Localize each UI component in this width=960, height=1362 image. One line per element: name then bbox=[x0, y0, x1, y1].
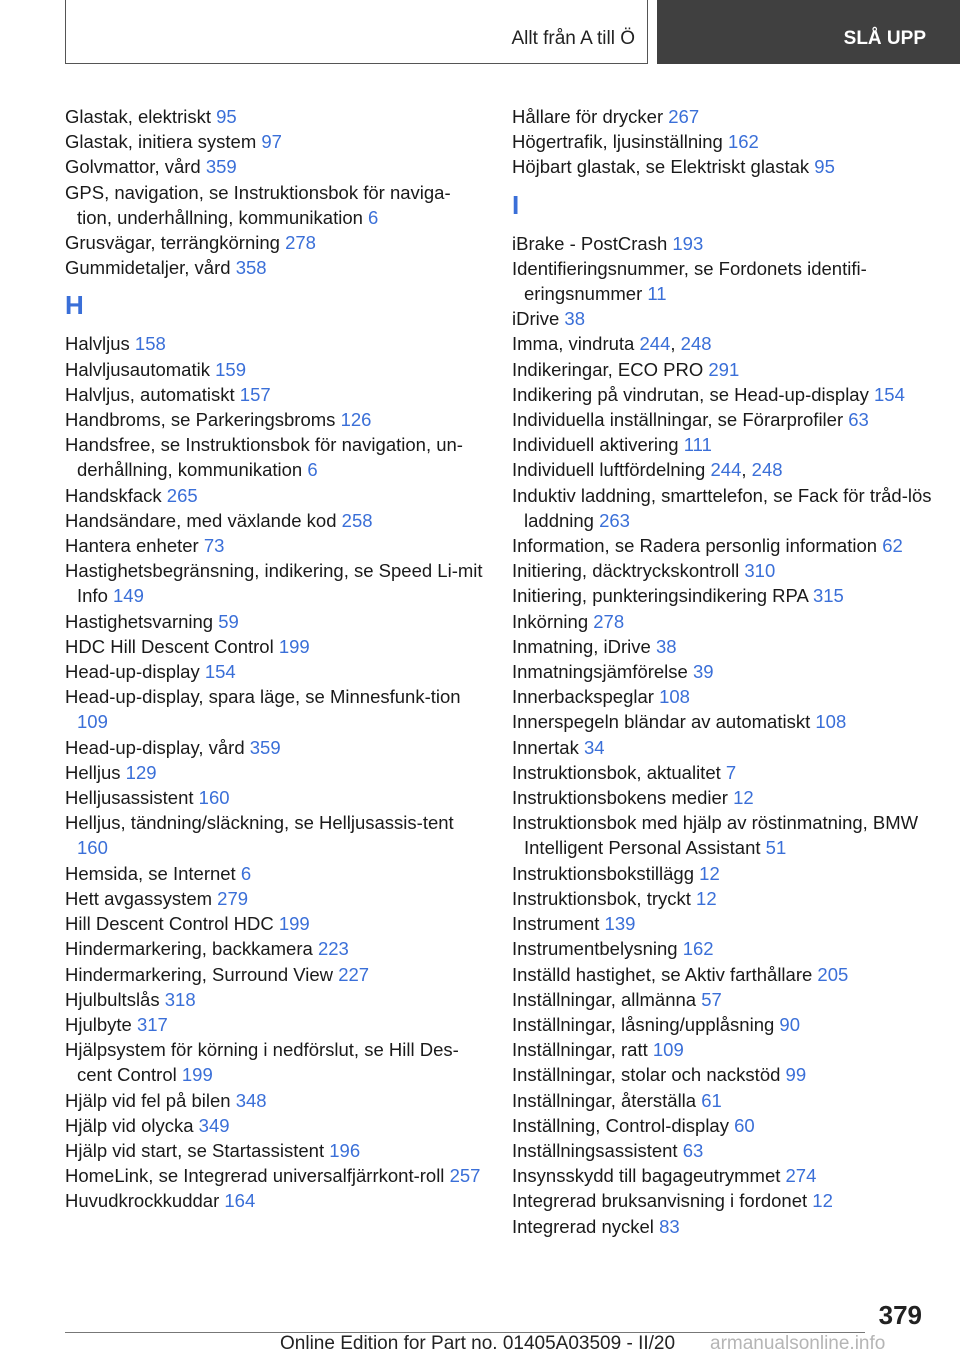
index-entry-text: Inmatning, iDrive bbox=[512, 635, 656, 657]
page-link[interactable]: 12 bbox=[696, 887, 717, 909]
index-entry bbox=[65, 357, 485, 382]
page-link[interactable]: 97 bbox=[261, 131, 282, 153]
page-link[interactable]: 63 bbox=[848, 409, 869, 431]
index-entry-text: Individuell aktivering bbox=[512, 434, 684, 456]
index-entry-text: Indikeringar, ECO PRO bbox=[512, 358, 709, 380]
index-entry bbox=[512, 357, 932, 382]
index-entry bbox=[65, 760, 485, 785]
index-entry bbox=[512, 810, 932, 860]
index-entry bbox=[512, 1012, 932, 1037]
index-column-left bbox=[65, 104, 485, 1214]
page-link[interactable]: 199 bbox=[181, 1064, 213, 1086]
index-entry bbox=[512, 1088, 932, 1113]
index-entry bbox=[512, 936, 932, 961]
page-link[interactable]: 149 bbox=[113, 585, 144, 607]
index-entry-text: iDrive bbox=[512, 308, 565, 330]
index-entry bbox=[512, 483, 932, 533]
index-entry bbox=[65, 911, 485, 936]
index-entry bbox=[65, 987, 485, 1012]
index-entry bbox=[512, 1163, 932, 1188]
index-entry-text: Head-up-display, spara läge, se Minnesfunk-tion bbox=[65, 686, 461, 708]
page-link[interactable]: 6 bbox=[307, 459, 318, 481]
page-link[interactable]: 61 bbox=[701, 1089, 722, 1111]
page-link[interactable]: 154 bbox=[874, 383, 905, 405]
index-entry bbox=[65, 104, 485, 129]
page-link[interactable]: 57 bbox=[701, 988, 722, 1010]
page-link[interactable]: 109 bbox=[652, 1039, 684, 1061]
index-entry-text: Hjälpsystem för körning i nedförslut, se Hill Des-cent Control bbox=[65, 1039, 459, 1086]
index-entry-text: Innerspegeln bländar av automatiskt bbox=[512, 711, 816, 733]
index-entry-text: Inställningar, återställa bbox=[512, 1089, 702, 1111]
index-entry-text: Instrument bbox=[512, 913, 605, 935]
index-entry bbox=[65, 382, 485, 407]
index-entry bbox=[512, 760, 932, 785]
page-link[interactable]: 315 bbox=[812, 585, 844, 607]
index-entry bbox=[512, 861, 932, 886]
page-link[interactable]: 263 bbox=[599, 509, 630, 531]
index-entry-text: Handskfack bbox=[65, 484, 167, 506]
index-entry bbox=[65, 1088, 485, 1113]
page-link[interactable]: 12 bbox=[699, 862, 720, 884]
page-link[interactable]: 6 bbox=[240, 862, 252, 884]
index-entry bbox=[65, 936, 485, 961]
page-link[interactable]: 11 bbox=[647, 283, 667, 305]
index-entry-text: Hett avgassystem bbox=[65, 887, 218, 909]
index-entry-text: Innerbackspeglar bbox=[512, 686, 660, 708]
index-entry bbox=[512, 1138, 932, 1163]
page-link[interactable]: 60 bbox=[734, 1114, 755, 1136]
index-entry: Individuell luftfördelning 244, 248 bbox=[512, 459, 783, 481]
index-entry bbox=[512, 256, 932, 306]
index-entry-text: Inkörning bbox=[512, 610, 594, 632]
index-entry bbox=[65, 810, 485, 860]
footer-watermark: armanualsonline.info bbox=[710, 1333, 886, 1354]
page-link[interactable]: 12 bbox=[812, 1190, 833, 1212]
page-link[interactable]: 34 bbox=[584, 736, 605, 758]
index-entry-text: Hjälp vid start, se Startassistent bbox=[65, 1139, 330, 1161]
page-link[interactable]: 157 bbox=[239, 383, 271, 405]
index-entry bbox=[512, 306, 932, 331]
index-entry-text: Inställningar, ratt bbox=[512, 1039, 653, 1061]
page-link[interactable]: 278 bbox=[593, 610, 625, 632]
page-link[interactable]: 348 bbox=[235, 1089, 267, 1111]
page-link[interactable]: 90 bbox=[779, 1013, 800, 1035]
index-entry-text: Huvudkrockkuddar bbox=[65, 1190, 225, 1212]
page-link[interactable]: 244 bbox=[710, 459, 742, 481]
index-entry bbox=[512, 129, 932, 154]
page-link[interactable]: 160 bbox=[77, 837, 108, 859]
page-link[interactable]: 12 bbox=[733, 787, 754, 809]
index-entry-text: Handsändare, med växlande kod bbox=[65, 509, 342, 531]
page-link[interactable]: 162 bbox=[682, 938, 714, 960]
page-link[interactable]: 278 bbox=[285, 232, 316, 254]
index-entry-text: Innertak bbox=[512, 736, 584, 758]
index-entry bbox=[65, 533, 485, 558]
page-link[interactable]: 108 bbox=[815, 711, 847, 733]
index-entry-text: Instrumentbelysning bbox=[512, 938, 683, 960]
index-entry-text: Inmatningsjämförelse bbox=[512, 661, 693, 683]
index-entry-text: Instruktionsbok med hjälp av röstinmatning, BMW Intelligent Personal Assistant bbox=[512, 812, 919, 859]
page-link[interactable]: 205 bbox=[817, 963, 849, 985]
index-entry-text: Grusvägar, terrängkörning bbox=[65, 232, 286, 254]
page-link[interactable]: 227 bbox=[338, 963, 370, 985]
index-entry bbox=[65, 659, 485, 684]
index-entry bbox=[65, 1037, 485, 1087]
page-link[interactable]: 73 bbox=[203, 535, 225, 557]
index-entry bbox=[512, 659, 932, 684]
index-entry-text: iBrake - PostCrash bbox=[512, 232, 673, 254]
page-link[interactable]: 199 bbox=[278, 635, 310, 657]
index-entry bbox=[65, 609, 485, 634]
index-entry bbox=[65, 684, 485, 734]
page-link[interactable]: 59 bbox=[218, 610, 239, 632]
index-entry bbox=[512, 231, 932, 256]
index-entry-text: Identifieringsnummer, se Fordonets identifi-eringsnummer bbox=[512, 257, 867, 305]
page-link[interactable]: 51 bbox=[765, 837, 787, 859]
page-link[interactable]: 158 bbox=[134, 333, 166, 355]
index-entry-text: Integrerad nyckel bbox=[512, 1215, 660, 1237]
index-entry-text: Hill Descent Control HDC bbox=[65, 913, 279, 935]
index-entry-text: Instruktionsbok, aktualitet bbox=[512, 761, 726, 783]
page-link[interactable]: 164 bbox=[224, 1190, 256, 1212]
index-entry-text: Hindermarkering, backkamera bbox=[65, 938, 318, 960]
index-entry-text: Halvljus bbox=[65, 333, 135, 355]
index-entry bbox=[512, 962, 932, 987]
page-link[interactable]: 257 bbox=[449, 1165, 481, 1187]
page-link[interactable]: 258 bbox=[341, 509, 373, 531]
index-entry-text: Inställning, Control-display bbox=[512, 1114, 735, 1136]
index-entry-text: Helljus bbox=[65, 761, 126, 783]
index-entry-text: Hjälp vid olycka bbox=[65, 1114, 199, 1136]
index-entry-text: Hastighetsbegränsning, indikering, se Speed Li-mit Info bbox=[65, 560, 483, 607]
index-entry-text: Integrerad bruksanvisning i fordonet bbox=[512, 1190, 813, 1212]
index-entry-text: Hemsida, se Internet bbox=[65, 862, 241, 884]
index-entry bbox=[512, 684, 932, 709]
index-entry-text: Hållare för drycker bbox=[512, 106, 669, 127]
page-link[interactable]: 126 bbox=[340, 409, 372, 431]
page-link[interactable]: 6 bbox=[368, 206, 379, 228]
index-entry bbox=[65, 331, 485, 356]
index-entry bbox=[512, 1214, 932, 1239]
index-entry-text: Hjulbultslås bbox=[65, 988, 165, 1010]
page-link[interactable]: 248 bbox=[751, 459, 783, 481]
page-link[interactable]: 279 bbox=[217, 887, 249, 909]
index-entry-text: Insynsskydd till bagageutrymmet bbox=[512, 1165, 786, 1187]
index-entry bbox=[512, 1113, 932, 1138]
header-title: Allt från A till Ö bbox=[511, 28, 635, 49]
header-tab-sla-upp[interactable] bbox=[657, 0, 960, 64]
index-entry-text: Glastak, elektriskt bbox=[65, 106, 217, 127]
page-link[interactable]: 129 bbox=[125, 761, 157, 783]
page-link[interactable]: 318 bbox=[164, 988, 196, 1010]
index-entry-text: Höjbart glastak, se Elektriskt glastak bbox=[512, 156, 815, 178]
index-entry bbox=[65, 483, 485, 508]
page-link[interactable]: 99 bbox=[785, 1064, 807, 1086]
index-entry bbox=[512, 382, 932, 407]
index-entry: Imma, vindruta 244, 248 bbox=[512, 333, 712, 355]
index-entry bbox=[512, 911, 932, 936]
index-entry bbox=[65, 407, 485, 432]
index-entry bbox=[65, 154, 485, 179]
index-entry bbox=[512, 1037, 932, 1062]
index-entry-text: HomeLink, se Integrerad universalfjärrkont-roll bbox=[65, 1165, 450, 1187]
index-entry-text: Handbroms, se Parkeringsbroms bbox=[65, 409, 341, 431]
page-link[interactable]: 83 bbox=[659, 1215, 680, 1237]
index-entry bbox=[512, 735, 932, 760]
index-entry-text: HDC Hill Descent Control bbox=[65, 635, 279, 657]
index-entry bbox=[65, 508, 485, 533]
page-link[interactable]: 38 bbox=[655, 635, 677, 657]
index-entry-text: Initiering, punkteringsindikering RPA bbox=[512, 585, 813, 607]
page-link[interactable]: 193 bbox=[672, 232, 704, 254]
index-entry bbox=[65, 962, 485, 987]
index-entry-text: Inställningar, allmänna bbox=[512, 988, 702, 1010]
index-entry-text: Head-up-display bbox=[65, 661, 205, 683]
index-entry-text: Inställningar, låsning/upplåsning bbox=[512, 1013, 780, 1035]
index-entry-text: GPS, navigation, se Instruktionsbok för naviga-tion, underhållning, kommunikation bbox=[65, 181, 451, 228]
index-entry bbox=[65, 634, 485, 659]
index-entry bbox=[512, 987, 932, 1012]
index-entry bbox=[65, 735, 485, 760]
index-entry-text: Helljus, tändning/släckning, se Helljusassis-tent bbox=[65, 812, 454, 834]
index-entry-text: Induktiv laddning, smarttelefon, se Fack för tråd-lös laddning bbox=[512, 484, 932, 531]
page-link[interactable]: 139 bbox=[604, 913, 636, 935]
page-link[interactable]: 265 bbox=[166, 484, 198, 506]
page-link[interactable]: 39 bbox=[692, 661, 714, 683]
index-entry-text: Inställningar, stolar och nackstöd bbox=[512, 1064, 786, 1086]
index-entry-text: Information, se Radera personlig information bbox=[512, 535, 883, 557]
page-link[interactable]: 159 bbox=[215, 358, 246, 380]
page-link[interactable]: 95 bbox=[814, 156, 835, 178]
page-link[interactable]: 196 bbox=[329, 1139, 361, 1161]
page-link[interactable]: 38 bbox=[564, 308, 585, 330]
page-link[interactable]: 223 bbox=[317, 938, 349, 960]
page-link[interactable]: 310 bbox=[744, 560, 776, 582]
page-link[interactable]: 109 bbox=[77, 711, 108, 733]
index-entry bbox=[65, 129, 485, 154]
index-entry-text: Handsfree, se Instruktionsbok för navigation, un-derhållning, kommunikation bbox=[65, 434, 463, 481]
page-link[interactable]: 111 bbox=[683, 434, 712, 456]
page-number: 379 bbox=[878, 1300, 922, 1330]
page-link[interactable]: 160 bbox=[198, 787, 230, 809]
index-entry bbox=[65, 1012, 485, 1037]
index-entry bbox=[65, 1188, 485, 1213]
page-link[interactable]: 359 bbox=[249, 736, 281, 758]
index-entry bbox=[65, 1163, 485, 1188]
index-entry-text: Inställd hastighet, se Aktiv farthållare bbox=[512, 963, 818, 985]
index-entry-text: Glastak, initiera system bbox=[65, 131, 262, 153]
index-entry bbox=[512, 785, 932, 810]
index-entry bbox=[512, 558, 932, 583]
index-entry-text: Individuella inställningar, se Förarprofiler bbox=[512, 409, 849, 431]
index-entry-text: Hjulbyte bbox=[65, 1013, 137, 1035]
index-entry bbox=[65, 1138, 485, 1163]
index-entry-text: Hindermarkering, Surround View bbox=[65, 963, 339, 985]
index-entry bbox=[65, 861, 485, 886]
page-link[interactable]: 349 bbox=[198, 1114, 230, 1136]
index-entry-text: Halvljus, automatiskt bbox=[65, 383, 240, 405]
index-entry bbox=[512, 1188, 932, 1213]
page-link[interactable]: 291 bbox=[708, 358, 740, 380]
header-tab-label: SLÅ UPP bbox=[843, 28, 926, 49]
index-entry-text: Gummidetaljer, vård bbox=[65, 257, 236, 279]
page-link[interactable]: 108 bbox=[659, 686, 690, 708]
index-entry bbox=[512, 104, 932, 129]
page-link[interactable]: 317 bbox=[136, 1013, 168, 1035]
index-entry bbox=[512, 533, 932, 558]
index-entry-text: Initiering, däcktryckskontroll bbox=[512, 560, 745, 582]
page-link[interactable]: 248 bbox=[680, 333, 712, 355]
index-letter-heading: I bbox=[512, 189, 520, 220]
index-entry bbox=[65, 230, 485, 255]
index-entry bbox=[65, 255, 485, 280]
index-entry-text: Imma, vindruta bbox=[512, 333, 640, 355]
index-entry bbox=[65, 1113, 485, 1138]
page-link[interactable]: 358 bbox=[235, 257, 267, 279]
index-entry bbox=[65, 785, 485, 810]
index-entry-text: Högertrafik, ljusinställning bbox=[512, 131, 728, 153]
page-link[interactable]: 359 bbox=[205, 156, 237, 178]
index-entry-text: Halvljusautomatik bbox=[65, 358, 216, 380]
index-entry bbox=[512, 1062, 932, 1087]
index-entry-text: Instruktionsbokens medier bbox=[512, 787, 734, 809]
page-link[interactable]: 199 bbox=[278, 913, 310, 935]
index-entry-text: Head-up-display, vård bbox=[65, 736, 250, 758]
page-link[interactable]: 154 bbox=[204, 661, 236, 683]
index-entry bbox=[512, 709, 932, 734]
index-entry-text: Hantera enheter bbox=[65, 535, 204, 557]
index-entry bbox=[512, 886, 932, 911]
header-title-box bbox=[65, 0, 648, 64]
page-link[interactable]: 244 bbox=[639, 333, 671, 355]
page-link[interactable]: 162 bbox=[727, 131, 759, 153]
index-entry bbox=[512, 432, 932, 457]
index-entry-text: Helljusassistent bbox=[65, 787, 199, 809]
index-entry-text: Instruktionsbokstillägg bbox=[512, 862, 700, 884]
index-entry bbox=[512, 634, 932, 659]
index-entry-text: Indikering på vindrutan, se Head-up-display bbox=[512, 383, 874, 405]
page-link[interactable]: 274 bbox=[785, 1165, 817, 1187]
index-letter-heading: H bbox=[65, 290, 84, 321]
index-entry bbox=[512, 609, 932, 634]
index-entry-text: Inställningsassistent bbox=[512, 1139, 683, 1161]
page-link[interactable]: 95 bbox=[216, 106, 237, 127]
index-entry bbox=[65, 180, 485, 230]
page-link[interactable]: 7 bbox=[725, 761, 737, 783]
index-entry bbox=[65, 432, 485, 482]
index-entry bbox=[65, 558, 485, 608]
index-entry-text: Instruktionsbok, tryckt bbox=[512, 887, 697, 909]
page-link[interactable]: 62 bbox=[882, 535, 903, 557]
footer-edition-text: Online Edition for Part no. 01405A03509 - II/20 bbox=[280, 1333, 676, 1354]
index-entry bbox=[512, 583, 932, 608]
page-link[interactable]: 267 bbox=[668, 106, 700, 127]
index-entry bbox=[65, 886, 485, 911]
index-entry bbox=[512, 407, 932, 432]
index-entry-text: Golvmattor, vård bbox=[65, 156, 206, 178]
index-entry-text: Hastighetsvarning bbox=[65, 610, 219, 632]
index-entry-text: Individuell luftfördelning bbox=[512, 459, 711, 481]
index-column-right bbox=[512, 104, 932, 1239]
index-entry bbox=[512, 154, 932, 179]
page-link[interactable]: 63 bbox=[682, 1139, 704, 1161]
index-entry-text: Hjälp vid fel på bilen bbox=[65, 1089, 236, 1111]
